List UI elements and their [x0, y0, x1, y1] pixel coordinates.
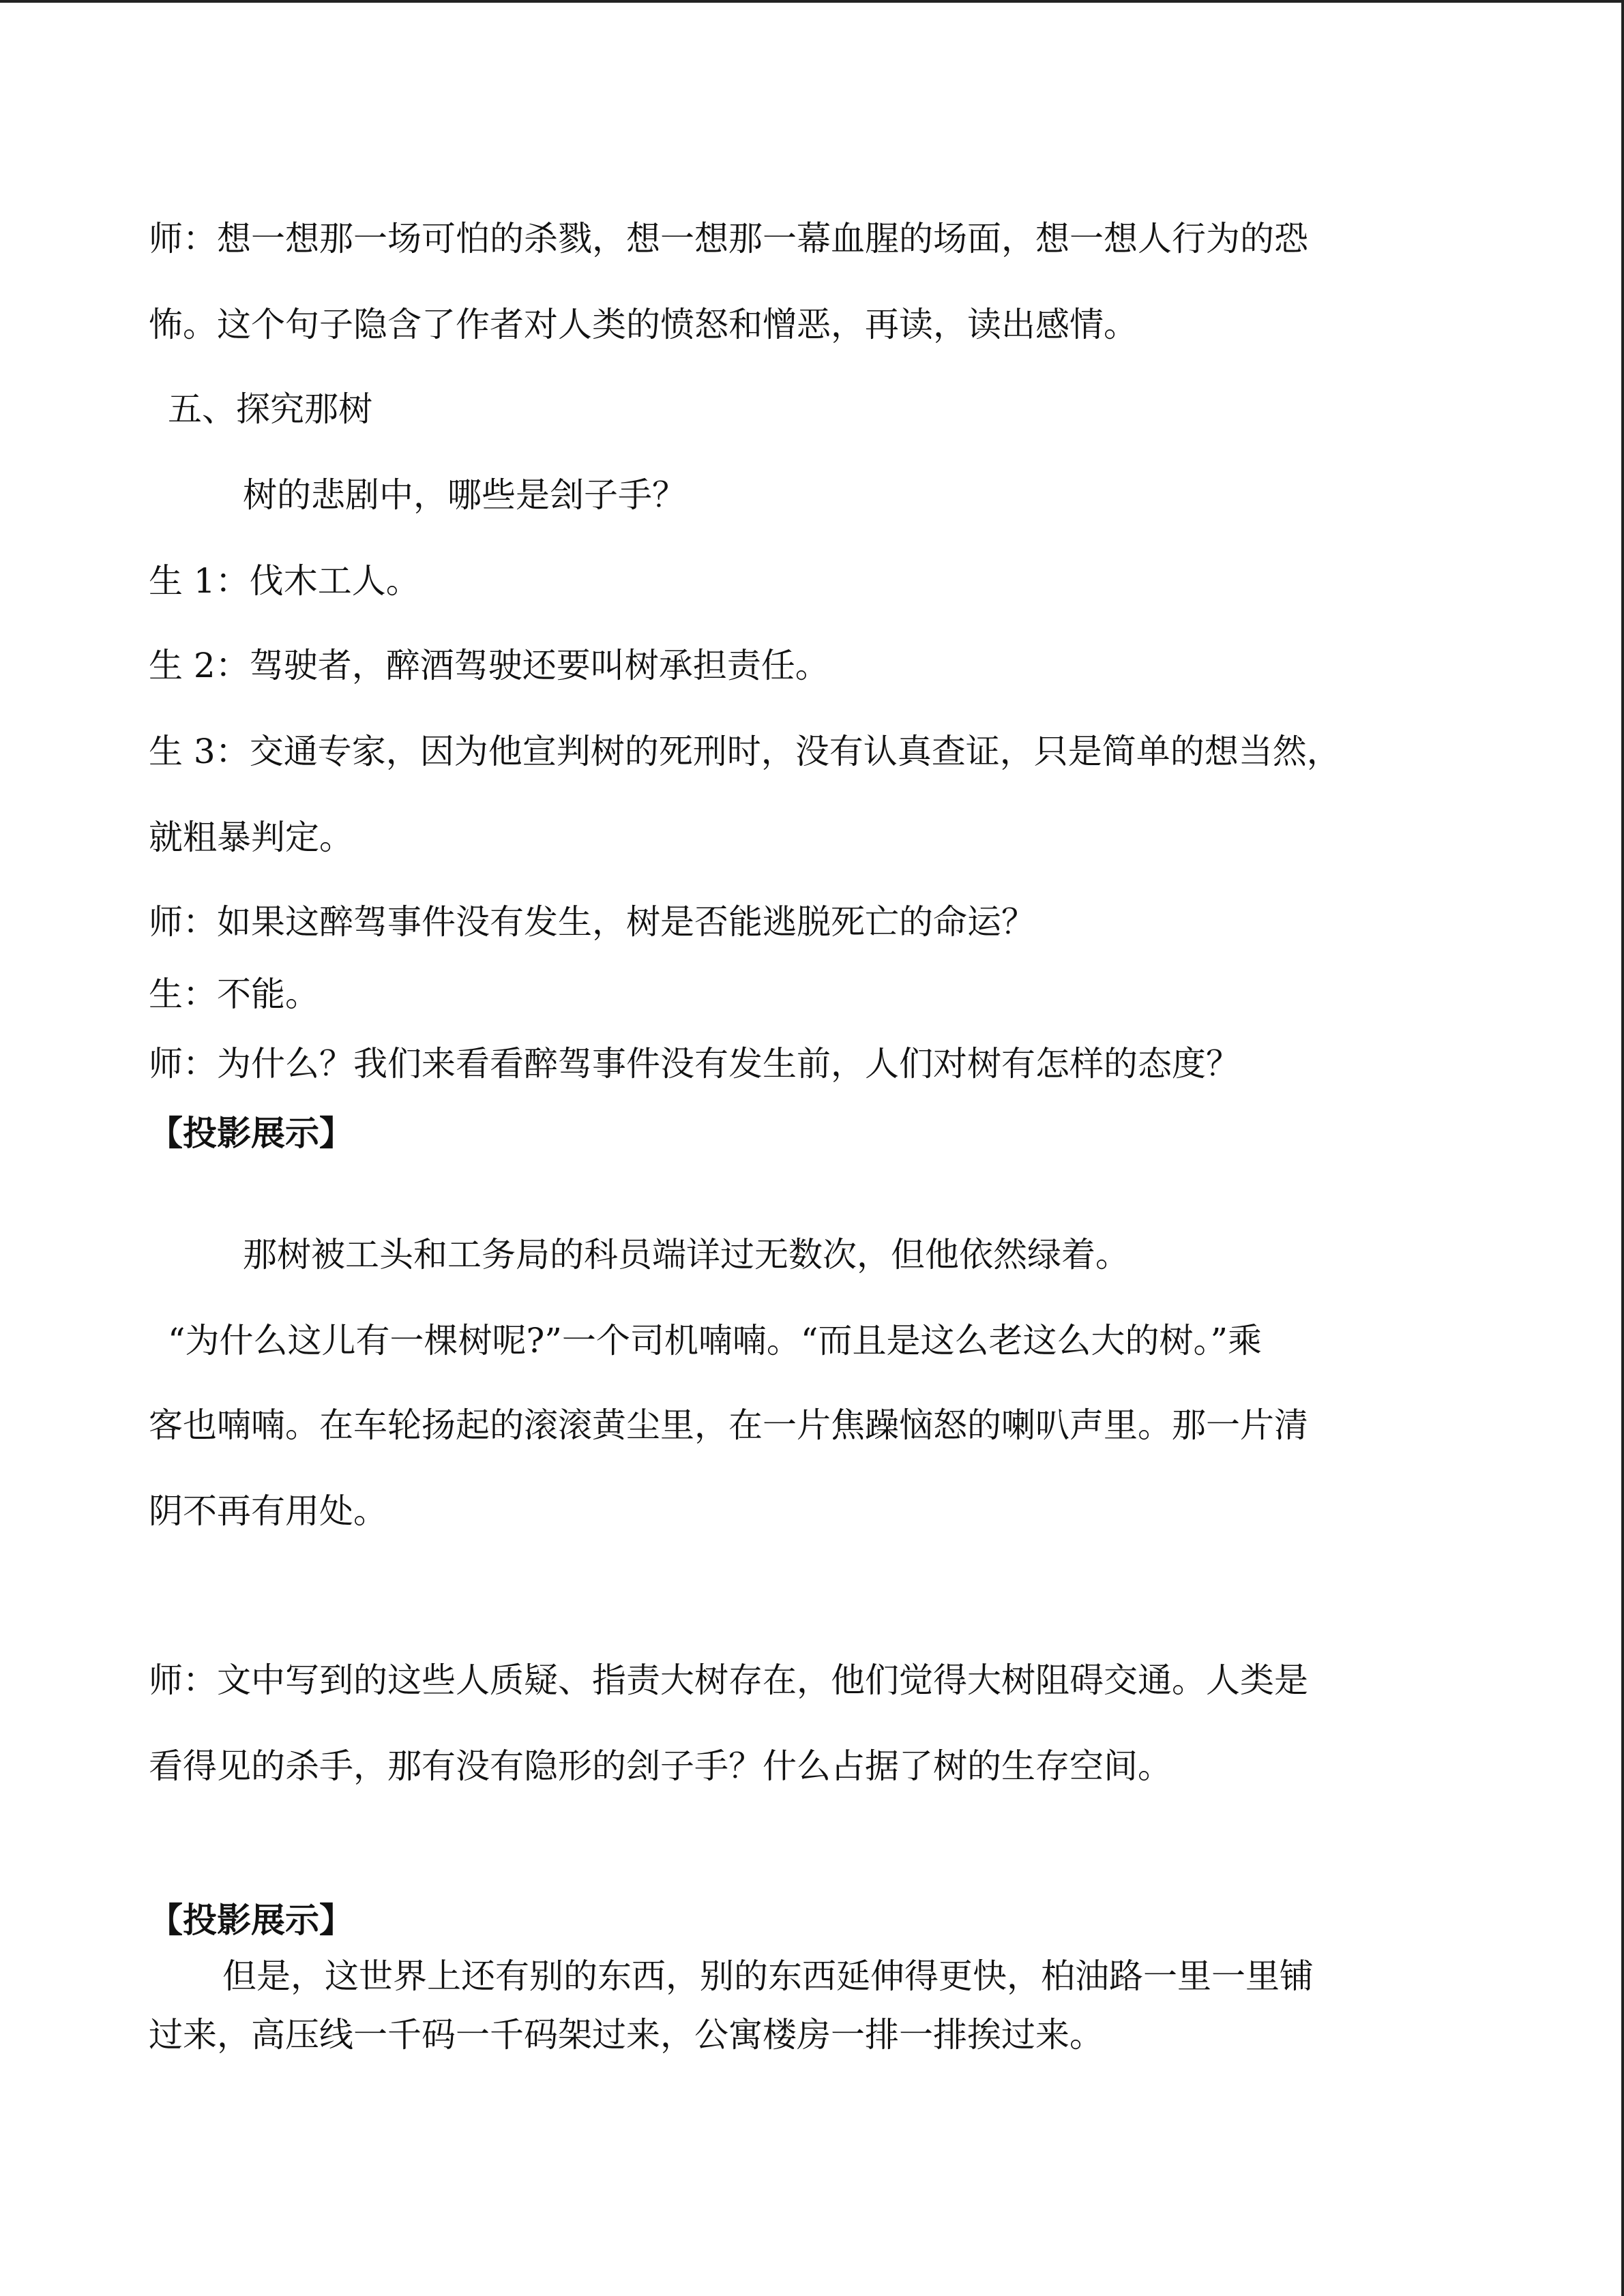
page-top-border	[0, 0, 1624, 3]
paragraph-line: 生 3：交通专家，因为他宣判树的死刑时，没有认真查证，只是简单的想当然，	[149, 732, 1341, 771]
paragraph-line: 生：不能。	[149, 974, 319, 1014]
paragraph-line: 怖。这个句子隐含了作者对人类的愤怒和憎恶，再读，读出感情。	[149, 305, 1138, 344]
projection-heading: 【投影展示】	[149, 1900, 353, 1940]
page-right-border	[1621, 0, 1624, 2296]
paragraph-line: 生 2：驾驶者，醉酒驾驶还要叫树承担责任。	[149, 646, 829, 685]
quoted-paragraph-line: “为什么这儿有一棵树呢?”一个司机喃喃。“而且是这么老这么大的树。”乘	[168, 1321, 1263, 1360]
paragraph-line: 生 1：伐木工人。	[149, 561, 420, 601]
paragraph-line: 看得见的杀手，那有没有隐形的刽子手？什么占据了树的生存空间。	[149, 1746, 1172, 1786]
quoted-paragraph-line: 阴不再有用处。	[149, 1491, 387, 1531]
question-line: 树的悲剧中，哪些是刽子手？	[243, 475, 686, 515]
quoted-paragraph-line: 客也喃喃。在车轮扬起的滚滚黄尘里，在一片焦躁恼怒的喇叭声里。那一片清	[149, 1405, 1308, 1445]
quoted-paragraph-line: 那树被工头和工务局的科员端详过无数次，但他依然绿着。	[243, 1235, 1130, 1274]
projection-heading: 【投影展示】	[149, 1113, 353, 1153]
paragraph-line: 师：如果这醉驾事件没有发生，树是否能逃脱死亡的命运？	[149, 902, 1035, 942]
section-heading: 五、探究那树	[168, 389, 372, 429]
quoted-paragraph-line: 但是，这世界上还有别的东西，别的东西延伸得更快，柏油路一里一里铺	[222, 1956, 1314, 1996]
paragraph-line: 就粗暴判定。	[149, 818, 353, 857]
quoted-paragraph-line: 过来，高压线一千码一千码架过来，公寓楼房一排一排挨过来。	[149, 2015, 1104, 2055]
paragraph-line: 师：为什么？我们来看看醉驾事件没有发生前，人们对树有怎样的态度？	[149, 1044, 1240, 1084]
paragraph-line: 师：想一想那一场可怕的杀戮，想一想那一幕血腥的场面，想一想人行为的恐	[149, 219, 1308, 258]
paragraph-line: 师：文中写到的这些人质疑、指责大树存在，他们觉得大树阻碍交通。人类是	[149, 1660, 1308, 1700]
